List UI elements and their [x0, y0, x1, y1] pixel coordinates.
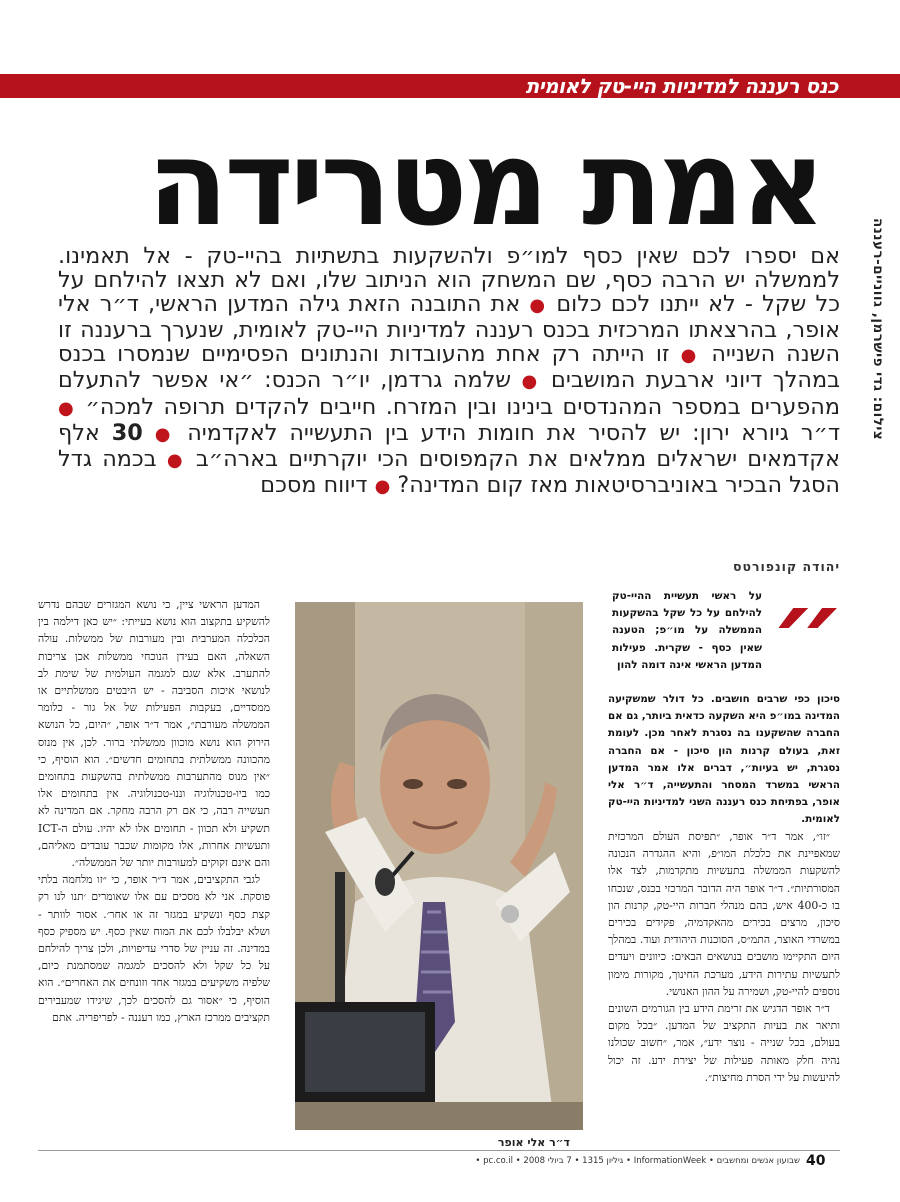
lede-segment: זו הייתה רק אחת מהעובדות והנתונים הפסימיים שנמסרו בכנס במהלך דיוני ארבעת המושבים — [58, 341, 840, 394]
lede — [58, 244, 840, 532]
bullet-icon: ● — [154, 423, 176, 445]
speaker-photo — [295, 602, 583, 1130]
folio: שבועון אנשים ומחשבים • InformationWeek • גיליון 1315 • 7 ביולי 2008 • pc.co.il • — [475, 1156, 800, 1166]
byline: יהודה קונפורטס — [732, 559, 840, 574]
lede-segment: את התובנה הזאת גילה המדען הראשי, ד״ר אלי אופר, בהרצאתו המרכזית בכנס רעננה למדיניות היי-טק לאומית, שנערך ברעננה זו השנה השנייה — [58, 291, 840, 368]
lede-segment: שלמה גרדמן, יו״ר הכנס: ״אי אפשר להתעלם מהפערים במספר המהנדסים בינינו ובין המזרח. חייבים להקדים תרופה למכה״ — [58, 367, 840, 420]
paragraph: המדען הראשי ציין, כי נושא המגזרים שבהם נדרש להשקיע בתקצוב הוא נושא בעייתי: ״יש כאן דילמה בין הכלכלה המערבית ובין מעורבות של ממשלות. עולה השאלה, האם בעידן הנוכחי ממשלות אכן צריכות להתערב. אלא שגם למגמה העולמית של שימת לב לנושאי איכות הסביבה - יש היבטים ממשלתיים או ממסדיים, בעקבות הפעילות של אל גור - כלומר הממשלה מעורבת״, אמר ד״ר אופר, ״היום, כל הנושא הירוק הוא נושא מוכוון ממשלתי ברור. לכן, אין מנוס מהכוונה ממשלתית בתחומים חדשים״. הוא הוסיף, כי ״אין מנוס מהתערבות ממשלתית בהשקעות בתחומים כמו ביו-טכנולוגיה וננו-טכנולוגיה. אין בתחומים אלו תעשייה רבה, כי אם רק הרבה מחקר. אם המדינה לא תשקיע ולא תכוון - תחומים אלו לא יהיו. עולם ה-ICT ותעשיות אחרות, אלו מקומות שכבר עובדים מאליהם, והם אינם זקוקים למעורבות יותר של הממשלה״. — [38, 598, 270, 870]
bullet-icon: ● — [529, 295, 548, 317]
speaker-illustration — [295, 602, 583, 1130]
footer-rule — [38, 1150, 840, 1151]
photo-credit: צילום: גדי פישרמן, גווניים-רעננה — [870, 217, 886, 440]
lede-segment: ד״ר גיורא ירון: יש להסיר את חומות הידע בין התעשייה לאקדמיה — [187, 419, 840, 446]
headline: אמת מטרידה — [147, 114, 822, 252]
bullet-icon: ● — [166, 449, 186, 471]
paragraph: ״זו״, אמר ד״ר אופר, ״תפיסת העולם המרכזית שמאפיינת את כלכלת המו״פ, והיא ההגדרה הנכונה להשקעות הממשלה בתעשיות מתקדמות, לצד אלו המסורתיות״. ד״ר אופר היה הדובר המרכזי בכנס, שנכחו בו כ-400 איש, בהם מנהלי חברות היי-טק, קרנות הון סיכון, מרצים בכירים מהאקדמיה, פקידים בכירים במשרדי האוצר, התמ״ס, הסוכנות היהודית ועוד. במהלך היום התקיימו מושבים בנושאים הבאים: כיוונים ויעדים לתעשיות עתירות הידע, מערכת החינוך, מקורות מימון נוספים להיי-טק, ושמירה על ההון האנושי. — [608, 830, 840, 998]
column-left — [38, 596, 270, 1146]
kicker: כנס רעננה למדיניות היי-טק לאומית — [525, 74, 838, 98]
bullet-icon: ● — [680, 345, 701, 367]
paragraph: ד״ר אופר הדגיש את זרימת הידע בין הגורמים השונים ותיאר את בעיות התקציב של המדען. ״בכל מקום בעולם, בכל שנייה - נוצר ידע״, אמר, ״חשוב שכולנו נהיה חלק מאותה פעילות של יצירת ידע. זה יכול להיעשות על ידי הסרת מחיצות״. — [608, 1002, 840, 1084]
pull-quote: על ראשי תעשיית ההיי-טק להילחם על כל שקל בהשקעות הממשלה על מו״פ; הטענה שאין כסף - שקרית. פעילות המדען הראשי אינה דומה להון — [612, 590, 762, 671]
column-right — [608, 828, 840, 1146]
bullet-icon: ● — [58, 397, 77, 419]
photo-caption: ד״ר אלי אופר — [497, 1136, 570, 1149]
paragraph: לגבי התקציבים, אמר ד״ר אופר, כי ״זו מלחמה בלתי פוסקת. אני לא מסכים עם אלו שאומרים ׳תנו לנו רק קצת כסף ונשקיע במגזר זה או אחר׳. אסור לוותר - ושלא יבלבלו לכם את המוח שאין כסף. יש מספיק כסף במדינה. זה עניין של סדרי עדיפויות, ולכן צריך להילחם על כל שקל ולא להסכים למגמה שמסתמנת כיום, שלפיה משקיעים במגזר אחד וזונחים את האחרים״. הוא הוסיף, כי ״אסור גם להסכים לכך, שיגידו שמעבירים תקציבים ממרכז הארץ, כמו רעננה - לפריפריה. אתם — [38, 873, 270, 1024]
bullet-icon: ● — [374, 475, 391, 497]
lede-segment: בכמה גדל הסגל הבכיר באוניברסיטאות מאז קום המדינה? — [58, 445, 840, 498]
bullet-icon: ● — [521, 371, 541, 393]
quote-mark-icon: ״ — [769, 568, 840, 693]
intro-paragraph: סיכון כפי שרבים חושבים. כל דולר שמשקיעה המדינה במו״פ היא השקעה כדאית ביותר, גם אם החברה שהשקענו בה נסגרת לאחר מכן. לעומת זאת, בעולם קרנות הון סיכון - אם החברה נסגרת, יש בעיות״, דברים אלו אמר המדען הראשי במשרד המסחר והתעשייה, ד״ר אלי אופר, בפתיחת כנס רעננה השני למדיניות היי-טק לאומית. — [608, 693, 840, 826]
lede-segment: אם יספרו לכם שאין כסף למו״פ ולהשקעות בתשתיות בהיי-טק - אל תאמינו. לממשלה יש הרבה כסף, שם המשחק הוא הניתוב שלו, ואם לא תצאו להילחם על כל שקל - לא ייתנו לכם כלום — [58, 244, 840, 318]
lede-stat-number: 30 — [111, 419, 143, 446]
lede-segment: דיווח מסכם — [260, 471, 368, 498]
lede-segment: אלף אקדמאים ישראלים ממלאים את הקמפוסים הכי יוקרתיים בארה״ב — [58, 419, 840, 472]
page-number: 40 — [806, 1153, 826, 1169]
